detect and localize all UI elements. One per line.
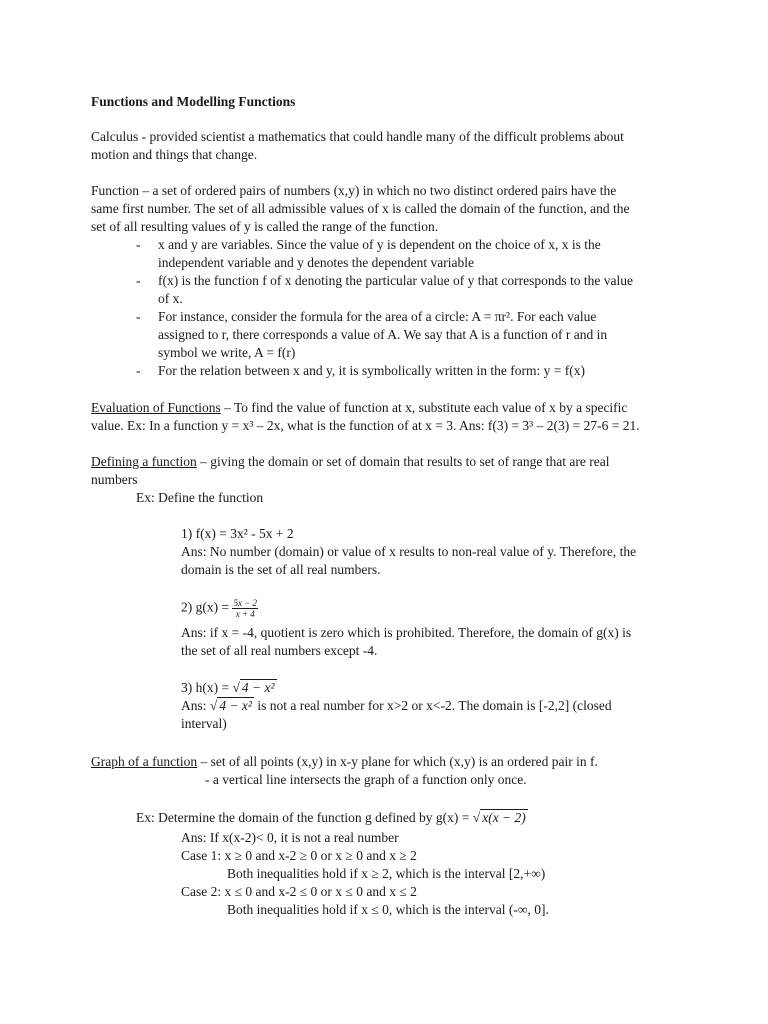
- sqrt-expression: √ 4 − x²: [232, 680, 275, 695]
- example-3: [181, 679, 681, 733]
- example-3-answer-line-1: [181, 697, 681, 715]
- bullet-line: For instance, consider the formula for the area of a circle: A = πr². For each value: [158, 309, 597, 324]
- function-definition-paragraph: [91, 182, 681, 236]
- defining-line-1: [91, 453, 681, 471]
- radicand: x(x − 2): [482, 810, 526, 825]
- evaluation-text: – To find the value of function at x, substitute each value of x by a specific: [220, 400, 628, 415]
- evaluation-line-1: [91, 399, 681, 417]
- example-2-answer-line-1: Ans: if x = -4, quotient is zero which is prohibited. Therefore, the domain of g(x) is: [181, 625, 632, 640]
- bullet-dash: -: [136, 363, 141, 378]
- bullet-line: assigned to r, there corresponds a value of A. We say that A is a function of r and in: [158, 327, 608, 342]
- example-1: [181, 525, 681, 579]
- function-def-line-2: same first number. The set of all admissible values of x is called the domain of the function, and the: [91, 201, 630, 216]
- defining-heading: Defining a function: [91, 454, 197, 469]
- bullet-item: [91, 272, 681, 308]
- case-2: Case 2: x ≤ 0 and x-2 ≤ 0 or x ≤ 0 and x ≤ 2: [181, 884, 417, 899]
- example-1-answer-line-1: Ans: No number (domain) or value of x results to non-real value of y. Therefore, the: [181, 544, 637, 559]
- bullet-dash: -: [136, 273, 141, 288]
- bullet-line: symbol we write, A = f(r): [158, 345, 296, 360]
- graph-line-2: - a vertical line intersects the graph of a function only once.: [205, 772, 527, 787]
- bullet-dash: -: [136, 309, 141, 324]
- example-3-label: 3) h(x) =: [181, 680, 233, 695]
- bullet-line: For the relation between x and y, it is symbolically written in the form: y = f(x): [158, 363, 586, 378]
- bullet-line: f(x) is the function f of x denoting the particular value of y that corresponds to the value: [158, 273, 633, 288]
- graph-text: – set of all points (x,y) in x-y plane for which (x,y) is an ordered pair in f.: [197, 754, 598, 769]
- graph-answer: Ans: If x(x-2)< 0, it is not a real number: [181, 830, 399, 845]
- fraction-denominator: x + 4: [235, 609, 255, 619]
- fraction-numerator: 5x − 2: [233, 598, 258, 608]
- defining-text: – giving the domain or set of domain that results to set of range that are real: [196, 454, 610, 469]
- example-2-answer-line-2: the set of all real numbers except -4.: [181, 643, 378, 658]
- defining-example-label: Ex: Define the function: [136, 490, 264, 505]
- function-bullet-list: [91, 236, 681, 380]
- bullet-dash: -: [136, 237, 141, 252]
- calculus-line-2: motion and things that change.: [91, 147, 258, 162]
- defining-line-2: numbers: [91, 472, 138, 487]
- radicand: 4 − x²: [219, 698, 252, 713]
- radicand: 4 − x²: [241, 680, 275, 695]
- function-def-line-1: Function – a set of ordered pairs of numbers (x,y) in which no two distinct ordered pairs have the: [91, 183, 617, 198]
- calculus-line-1: Calculus - provided scientist a mathematics that could handle many of the difficult problems about: [91, 129, 624, 144]
- example-3-answer-text: is not a real number for x>2 or x<-2. The domain is [-2,2] (closed: [253, 698, 612, 713]
- bullet-line: of x.: [158, 291, 183, 306]
- graph-paragraph: [91, 753, 681, 771]
- fraction: [232, 598, 258, 619]
- case-1: Case 1: x ≥ 0 and x-2 ≥ 0 or x ≥ 0 and x ≥ 2: [181, 848, 417, 863]
- graph-example-text: Ex: Determine the domain of the function g defined by g(x) =: [136, 810, 473, 825]
- case-2-result: Both inequalities hold if x ≤ 0, which is the interval (-∞, 0].: [227, 902, 549, 917]
- bullet-item: [91, 236, 681, 272]
- graph-line-1: [91, 753, 681, 771]
- example-3-answer-prefix: Ans:: [181, 698, 210, 713]
- example-2-label: 2) g(x) =: [181, 599, 233, 615]
- bullet-line: independent variable and y denotes the dependent variable: [158, 255, 474, 270]
- calculus-paragraph: [91, 128, 681, 164]
- bullet-item: [91, 308, 681, 362]
- defining-paragraph: [91, 453, 681, 489]
- case-1-result: Both inequalities hold if x ≥ 2, which is the interval [2,+∞): [227, 866, 546, 881]
- bullet-item: [91, 362, 681, 380]
- page-title: Functions and Modelling Functions: [91, 94, 296, 109]
- evaluation-heading: Evaluation of Functions: [91, 400, 221, 415]
- function-def-line-3: set of all resulting values of y is called the range of the function.: [91, 219, 439, 234]
- example-2-label-row: [181, 598, 681, 624]
- evaluation-paragraph: [91, 399, 681, 435]
- bullet-line: x and y are variables. Since the value of y is dependent on the choice of x, x is the: [158, 237, 601, 252]
- example-2: [181, 598, 681, 660]
- evaluation-line-2: value. Ex: In a function y = x³ – 2x, what is the function of at x = 3. Ans: f(3) = 3³ – 2(3) = 27-6 = 21.: [91, 418, 640, 433]
- example-3-answer-line-2: interval): [181, 716, 227, 731]
- sqrt-expression: √ 4 − x²: [209, 698, 252, 713]
- graph-example: [136, 809, 696, 827]
- graph-answer-block: [181, 829, 681, 919]
- example-3-label-row: [181, 679, 681, 697]
- example-1-answer-line-2: domain is the set of all real numbers.: [181, 562, 381, 577]
- sqrt-expression: √ x(x − 2): [472, 810, 526, 825]
- graph-heading: Graph of a function: [91, 754, 198, 769]
- example-1-label: 1) f(x) = 3x² - 5x + 2: [181, 526, 294, 541]
